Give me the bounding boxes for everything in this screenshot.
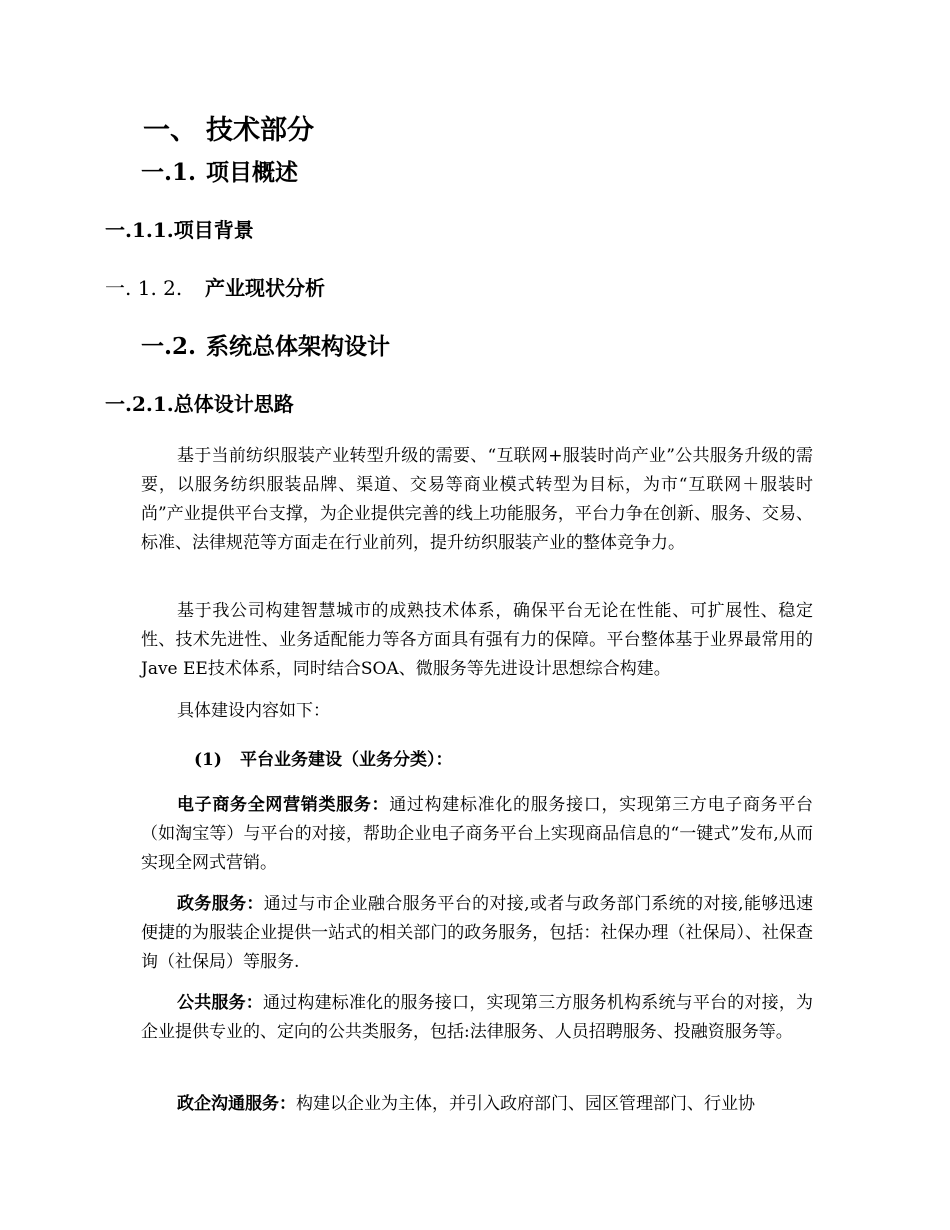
- heading-3-background: [105, 214, 254, 243]
- heading-number: 一.1.: [141, 159, 197, 186]
- heading-3-design: [105, 388, 294, 417]
- heading-text: 技术部分: [206, 115, 314, 146]
- heading-number: 一. 1. 2.: [105, 276, 183, 300]
- heading-2-architecture: [141, 328, 390, 361]
- paragraph-background: [141, 442, 813, 558]
- heading-text: 项目背景: [173, 218, 254, 242]
- paragraph-text: [141, 1090, 813, 1119]
- heading-text: 产业现状分析: [205, 276, 325, 300]
- heading-number: 一.2.: [141, 333, 197, 360]
- paragraph-government: [141, 890, 813, 977]
- paragraph-communication: [141, 1090, 813, 1119]
- paragraph-text: 基于我公司构建智慧城市的成熟技术体系，确保平台无论在性能、可扩展性、稳定性、技术先进性、业务适配能力等各方面具有强有力的保障。平台整体基于业界最常用的Jave EE技术体系，同时结合SOA、微服务等先进设计思想综合构建。: [141, 601, 813, 679]
- heading-text: 项目概述: [206, 159, 298, 186]
- heading-number: 一.2.1.: [105, 392, 174, 416]
- heading-number: 一.1.1.: [105, 218, 174, 242]
- paragraph-body: 通过构建标准化的服务接口，实现第三方服务机构系统与平台的对接，为企业提供专业的、定向的公共类服务，包括:法律服务、人员招聘服务、投融资服务等。: [141, 993, 814, 1042]
- heading-3-industry: [105, 272, 325, 301]
- paragraph-text: 基于当前纺织服装产业转型升级的需要、“互联网+服装时尚产业”公共服务升级的需要，以服务纺织服装品牌、渠道、交易等商业模式转型为目标，为市“互联网＋服装时尚”产业提供平台支撑，为企业提供完善的线上功能服务，平台力争在创新、服务、交易、标准、法律规范等方面走在行业前列，提升纺织服装产业的整体竞争力。: [141, 446, 813, 553]
- paragraph-tech-basis: [141, 597, 813, 684]
- paragraph-body: 通过与市企业融合服务平台的对接,或者与政务部门系统的对接,能够迅速便捷的为服装企业提供一站式的相关部门的政务服务，包括：社保办理（社保局）、社保查询（社保局）等服务.: [141, 894, 814, 972]
- list-text: 平台业务建设（业务分类）：: [240, 750, 453, 770]
- paragraph-text: 具体建设内容如下：: [177, 701, 330, 721]
- paragraph-lead: 电子商务全网营销类服务：: [177, 795, 390, 815]
- heading-text: 总体设计思路: [173, 392, 294, 416]
- heading-1: [143, 108, 314, 147]
- paragraph-body: 通过构建标准化的服务接口，实现第三方电子商务平台（如淘宝等）与平台的对接，帮助企业电子商务平台上实现商品信息的“一键式”发布,从而实现全网式营销。: [141, 795, 814, 873]
- paragraph-lead: 公共服务：: [177, 993, 263, 1013]
- paragraph-ecommerce: [141, 791, 813, 878]
- list-index: (1): [194, 750, 222, 770]
- heading-text: 系统总体架构设计: [206, 333, 390, 360]
- heading-number: 一、: [143, 115, 197, 146]
- paragraph-lead: 政企沟通服务：: [177, 1094, 296, 1114]
- paragraph-text: [141, 791, 813, 878]
- paragraph-body: 构建以企业为主体，并引入政府部门、园区管理部门、行业协: [296, 1094, 755, 1114]
- paragraph-text: [141, 989, 813, 1047]
- paragraph-public: [141, 989, 813, 1047]
- list-item: [194, 745, 453, 770]
- paragraph-intro: [141, 697, 813, 726]
- paragraph-lead: 政务服务：: [177, 894, 264, 914]
- heading-2-overview: [141, 154, 298, 187]
- paragraph-text: [141, 890, 813, 977]
